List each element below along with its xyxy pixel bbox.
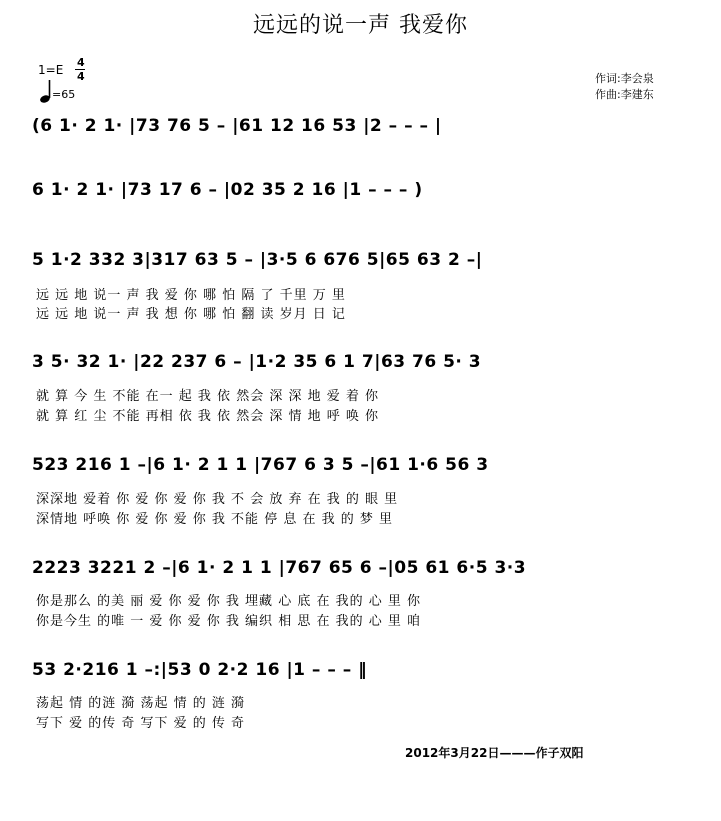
notation-row-7: 53 2·216 1 –:|53 0 2·2 16 |1 – – – ‖ — [32, 660, 368, 680]
lyricist-credit: 作词:李会泉 — [595, 72, 654, 85]
lyric-row-5-verse-2: 深情地 呼唤 你 爱 你 爱 你 我 不能 停 息 在 我 的 梦 里 — [36, 512, 393, 527]
time-signature-top: 4 — [77, 56, 85, 69]
key-signature: 1=E — [38, 63, 64, 77]
lyric-row-3-verse-2: 远 远 地 说一 声 我 想 你 哪 怕 翻 读 岁月 日 记 — [36, 307, 346, 322]
notation-row-3: 5 1·2 332 3|317 63 5 – |3·5 6 676 5|65 63 2 –| — [32, 250, 483, 270]
notation-row-4: 3 5· 32 1· |22 237 6 – |1·2 35 6 1 7|63 76 5· 3 — [32, 352, 482, 372]
date-author-footer: 2012年3月22日———作子双阳 — [405, 746, 584, 760]
lyric-row-3-verse-1: 远 远 地 说一 声 我 爱 你 哪 怕 隔 了 千里 万 里 — [36, 288, 346, 303]
notation-row-2: 6 1· 2 1· |73 17 6 – |02 35 2 16 |1 – – – ) — [32, 180, 423, 200]
lyric-row-6-verse-2: 你是今生 的唯 一 爱 你 爱 你 我 编织 相 思 在 我的 心 里 咱 — [36, 614, 421, 629]
tempo-marking: =65 — [52, 88, 76, 101]
notation-row-5: 523 216 1 –|6 1· 2 1 1 |767 6 3 5 –|61 1·6 56 3 — [32, 455, 489, 475]
composer-credit: 作曲:李建东 — [595, 88, 654, 101]
lyric-row-7-verse-1: 荡起 情 的涟 漪 荡起 情 的 涟 漪 — [36, 696, 246, 711]
notation-row-1: (6 1· 2 1· |73 76 5 – |61 12 16 53 |2 – – – | — [32, 116, 442, 136]
song-title: 远远的说一声 我爱你 — [253, 13, 468, 38]
lyric-row-6-verse-1: 你是那么 的美 丽 爱 你 爱 你 我 埋藏 心 底 在 我的 心 里 你 — [36, 594, 421, 609]
time-signature-bottom: 4 — [77, 70, 85, 83]
lyric-row-4-verse-1: 就 算 今 生 不能 在一 起 我 依 然会 深 深 地 爱 着 你 — [36, 389, 379, 404]
notation-row-6: 2223 3221 2 –|6 1· 2 1 1 |767 65 6 –|05 61 6·5 3·3 — [32, 558, 527, 578]
lyric-row-4-verse-2: 就 算 红 尘 不能 再相 依 我 依 然会 深 情 地 呼 唤 你 — [36, 409, 379, 424]
lyric-row-7-verse-2: 写下 爱 的传 奇 写下 爱 的 传 奇 — [36, 716, 246, 731]
lyric-row-5-verse-1: 深深地 爱着 你 爱 你 爱 你 我 不 会 放 弃 在 我 的 眼 里 — [36, 492, 399, 507]
